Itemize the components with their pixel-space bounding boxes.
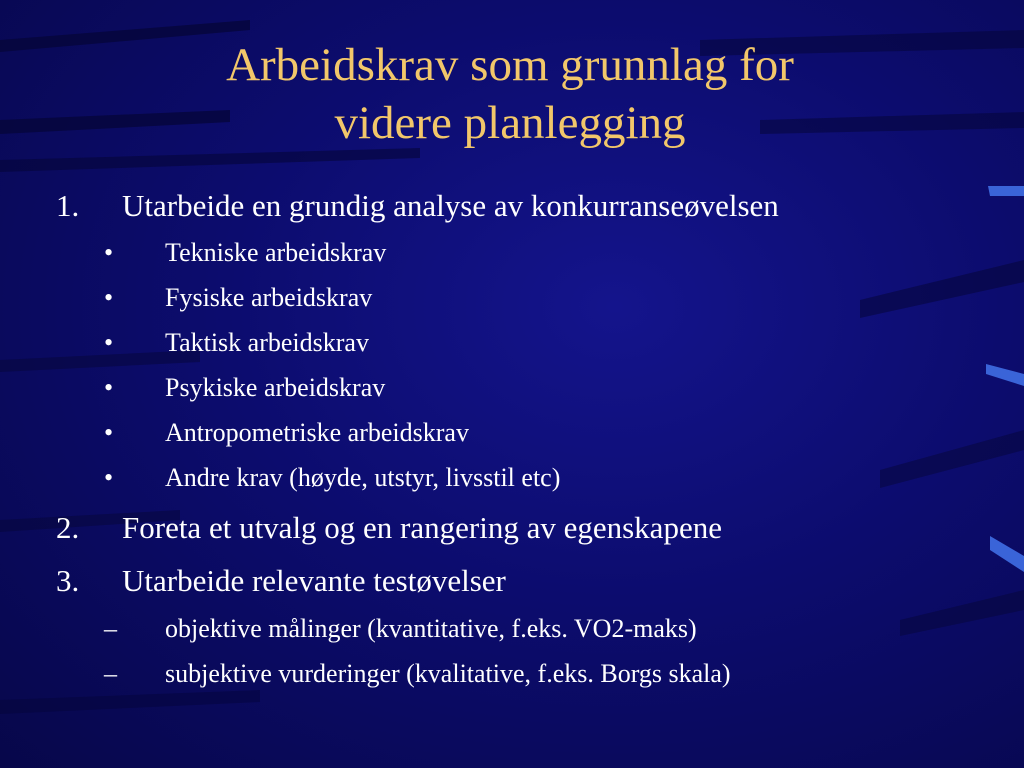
item-marker: 3.: [56, 563, 80, 598]
item-text: Psykiske arbeidskrav: [165, 373, 386, 402]
item-marker: 1.: [56, 188, 80, 223]
item-text: Utarbeide relevante testøvelser: [122, 563, 506, 598]
item-text: Foreta et utvalg og en rangering av egenskapene: [122, 510, 722, 545]
item-marker: •: [104, 283, 114, 312]
item-text: Tekniske arbeidskrav: [165, 238, 387, 267]
title-line-2: videre planlegging: [334, 97, 686, 149]
item-text: Utarbeide en grundig analyse av konkurranseøvelsen: [122, 188, 779, 223]
item-marker: •: [104, 463, 114, 492]
item-text: objektive målinger (kvantitative, f.eks. VO2-maks): [165, 614, 697, 643]
item-marker: 2.: [56, 510, 80, 545]
title-line-1: Arbeidskrav som grunnlag for: [226, 39, 794, 91]
item-marker: •: [104, 373, 114, 402]
item-text: Antropometriske arbeidskrav: [165, 418, 469, 447]
item-marker: •: [104, 328, 114, 357]
item-text: Andre krav (høyde, utstyr, livsstil etc): [165, 463, 561, 492]
item-text: Taktisk arbeidskrav: [165, 328, 369, 357]
item-marker: –: [104, 659, 117, 688]
item-text: subjektive vurderinger (kvalitative, f.eks. Borgs skala): [165, 659, 731, 688]
item-marker: •: [104, 238, 114, 267]
item-marker: •: [104, 418, 114, 447]
item-text: Fysiske arbeidskrav: [165, 283, 373, 312]
item-marker: –: [104, 614, 117, 643]
